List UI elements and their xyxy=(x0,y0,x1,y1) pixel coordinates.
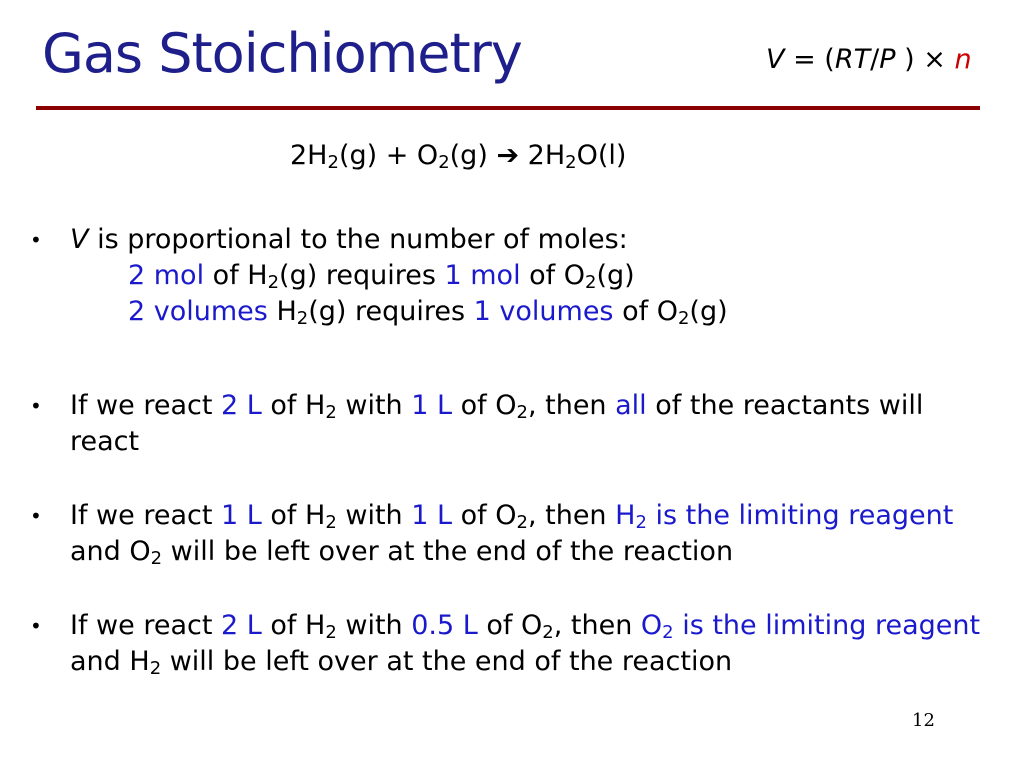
sub: 2 xyxy=(516,512,528,533)
sub: 2 xyxy=(149,658,162,679)
bullet-o2-limiting xyxy=(30,608,990,680)
text: of H xyxy=(261,390,326,421)
formula-rt: RT xyxy=(834,44,871,75)
bullet-moles xyxy=(30,222,990,330)
formula-p: P xyxy=(879,44,896,75)
eq-sub: 2 xyxy=(327,152,339,173)
sub: 2 xyxy=(325,402,337,423)
formula-rparen: ) xyxy=(904,44,915,75)
text: with xyxy=(336,610,412,641)
highlight: 1 L xyxy=(411,390,453,421)
sub: 2 xyxy=(296,308,309,329)
eq-part: O(l) xyxy=(576,140,627,171)
text: (g) xyxy=(596,260,635,291)
text: of H xyxy=(261,610,326,641)
formula-times: × xyxy=(923,44,946,75)
text: of O xyxy=(520,260,586,291)
bullet-text xyxy=(70,608,990,680)
text: of the reactants will react xyxy=(70,390,924,457)
text: is proportional to the number of moles: xyxy=(88,224,628,255)
formula-lparen: ( xyxy=(824,44,835,75)
title-divider xyxy=(36,106,980,110)
sub: 2 xyxy=(516,402,528,423)
text: of O xyxy=(613,296,678,327)
eq-part: (g) xyxy=(449,140,497,171)
eq-part: 2H xyxy=(290,140,328,171)
bullet-all-react xyxy=(30,388,990,460)
bullet-icon: • xyxy=(30,614,42,638)
text: , then xyxy=(527,500,616,531)
sub: 2 xyxy=(585,272,597,293)
sub: 2 xyxy=(662,622,674,643)
bullet-h2-limiting xyxy=(30,498,990,570)
highlight: 1 L xyxy=(221,500,262,531)
sub: 2 xyxy=(267,272,280,293)
bullet-icon: • xyxy=(30,504,42,528)
bullet-text xyxy=(70,388,990,460)
sub: 2 xyxy=(325,622,337,643)
formula-v: V xyxy=(766,44,785,75)
highlight: is the limiting reagent xyxy=(673,610,981,641)
bullet-text xyxy=(70,222,990,258)
bullet-text xyxy=(70,498,990,570)
text: , then xyxy=(527,390,616,421)
highlight: 2 volumes xyxy=(128,296,268,327)
highlight: H xyxy=(615,500,636,531)
text: with xyxy=(336,500,412,531)
highlight: 2 mol xyxy=(128,260,205,291)
text: (g) xyxy=(689,296,728,327)
sub: 2 xyxy=(635,512,647,533)
text: of O xyxy=(477,610,543,641)
reaction-arrow-icon: ➔ xyxy=(496,140,520,171)
highlight: 0.5 L xyxy=(411,610,478,641)
moles-line xyxy=(128,258,990,294)
formula-equals: = xyxy=(793,44,816,75)
text: (g) requires xyxy=(308,296,474,327)
text: of H xyxy=(204,260,268,291)
page-number: 12 xyxy=(912,710,935,731)
sub: 2 xyxy=(542,622,554,643)
text: of O xyxy=(452,500,517,531)
highlight: 1 volumes xyxy=(473,296,614,327)
text: of H xyxy=(261,500,326,531)
formula-slash: / xyxy=(870,44,880,75)
text: will be left over at the end of the reaction xyxy=(161,646,733,677)
highlight: 1 mol xyxy=(444,260,521,291)
text: and H xyxy=(70,646,150,677)
text: with xyxy=(336,390,412,421)
eq-part: (g) + O xyxy=(338,140,439,171)
highlight: O xyxy=(640,610,663,641)
eq-part: 2H xyxy=(519,140,566,171)
sub: 2 xyxy=(677,308,690,329)
eq-sub: 2 xyxy=(438,152,450,173)
text: will be left over at the end of the reaction xyxy=(162,536,734,567)
text: , then xyxy=(553,610,641,641)
ideal-gas-formula xyxy=(766,44,972,75)
text: H xyxy=(267,296,297,327)
highlight: 2 L xyxy=(221,390,262,421)
highlight: all xyxy=(615,390,647,421)
text: of O xyxy=(452,390,517,421)
text: (g) requires xyxy=(279,260,445,291)
highlight: is the limiting reagent xyxy=(646,500,954,531)
sub: 2 xyxy=(150,548,163,569)
bullet-icon: • xyxy=(30,228,42,252)
text: and O xyxy=(70,536,151,567)
slide-title: Gas Stoichiometry xyxy=(42,22,522,85)
text: If we react xyxy=(70,390,222,421)
sub: 2 xyxy=(325,512,337,533)
eq-sub: 2 xyxy=(565,152,577,173)
formula-n: n xyxy=(954,44,972,75)
text: If we react xyxy=(70,500,222,531)
reaction-equation xyxy=(290,140,626,171)
text: If we react xyxy=(70,610,222,641)
highlight: 1 L xyxy=(411,500,453,531)
var-v: V xyxy=(70,224,89,255)
highlight: 2 L xyxy=(221,610,262,641)
volumes-line xyxy=(128,294,990,330)
bullet-icon: • xyxy=(30,394,42,418)
